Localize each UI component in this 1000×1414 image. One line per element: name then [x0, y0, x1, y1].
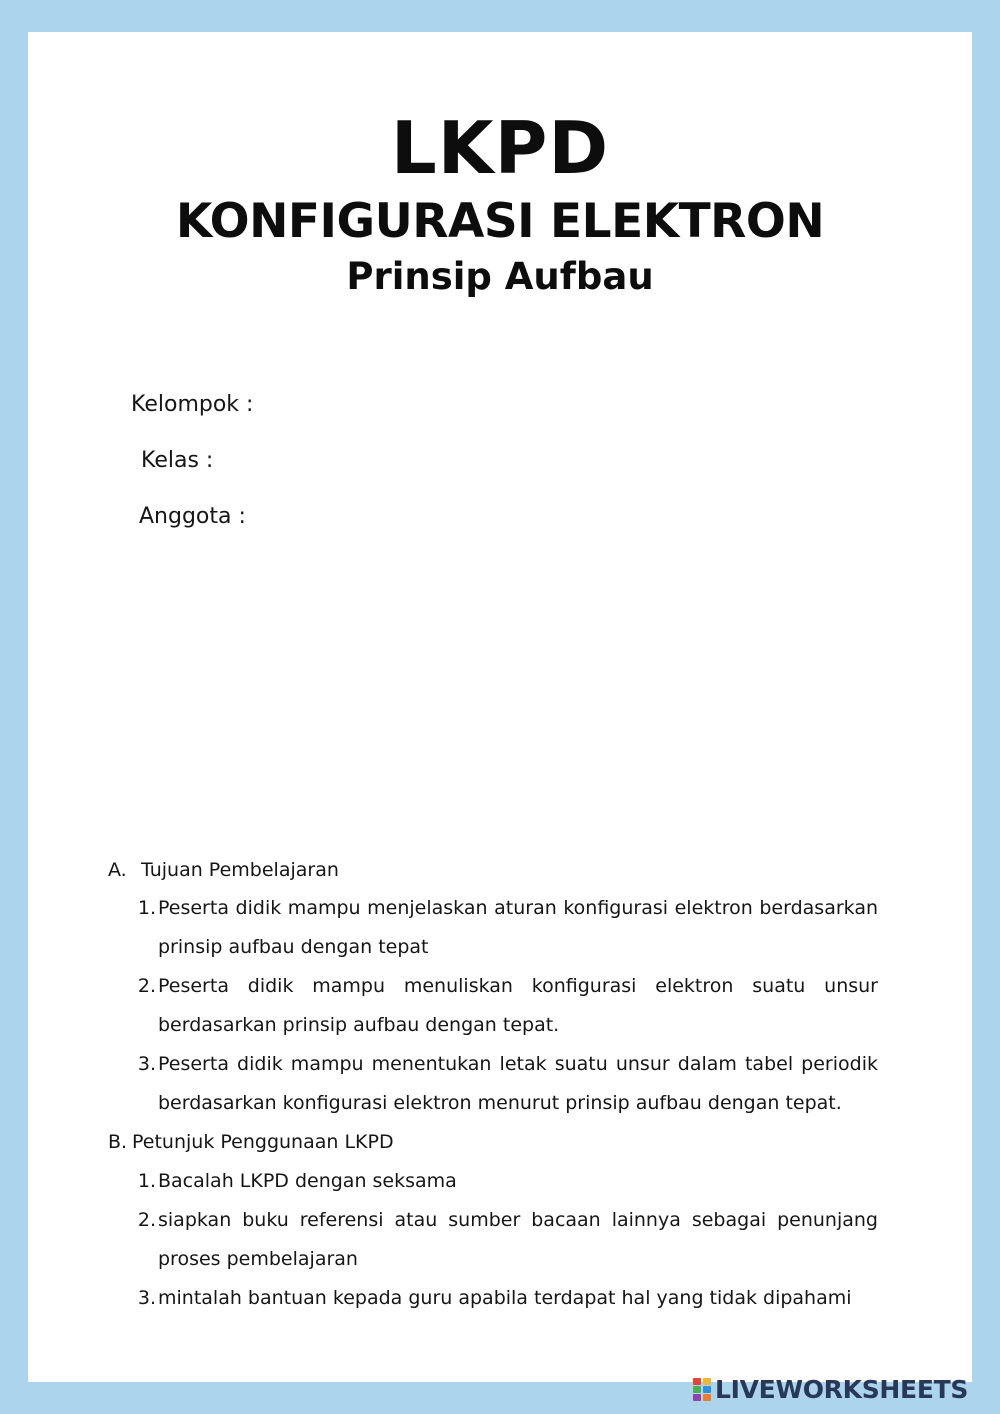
worksheet-topic: Prinsip Aufbau [346, 255, 654, 298]
list-item-number: 3. [137, 1053, 156, 1075]
section-b-title: Petunjuk Penggunaan LKPD [132, 1131, 394, 1153]
section-a-heading [108, 857, 339, 883]
section-b-letter: B. [108, 1131, 128, 1153]
list-item [137, 1162, 878, 1201]
list-item [137, 1279, 878, 1318]
liveworksheets-logo[interactable] [693, 1376, 968, 1404]
list-item-text: Bacalah LKPD dengan seksama [158, 1170, 457, 1192]
liveworksheets-logo-icon [693, 1378, 711, 1402]
list-item-number: 2. [137, 975, 156, 997]
section-a-title: Tujuan Pembelajaran [141, 859, 339, 881]
list-item [137, 1045, 878, 1123]
members-field-label: Anggota : [139, 504, 246, 529]
worksheet-title: LKPD [390, 106, 610, 190]
list-item-number: 1. [137, 1170, 156, 1192]
group-field-label: Kelompok : [131, 392, 254, 417]
list-item-text: Peserta didik mampu menuliskan konfigurasi elektron suatu unsur berdasarkan prinsip aufbau dengan tepat. [158, 975, 878, 1036]
list-item-number: 1. [137, 897, 156, 919]
list-item [137, 889, 878, 967]
list-item-number: 2. [137, 1209, 156, 1231]
list-item-text: mintalah bantuan kepada guru apabila terdapat hal yang tidak dipahami [158, 1287, 852, 1309]
section-a-letter: A. [108, 859, 127, 881]
list-item [137, 967, 878, 1045]
list-item [137, 1201, 878, 1279]
list-item-number: 3. [137, 1287, 156, 1309]
liveworksheets-logo-text: LIVEWORKSHEETS [715, 1375, 969, 1404]
list-item-text: Peserta didik mampu menentukan letak suatu unsur dalam tabel periodik berdasarkan konfigurasi elektron menurut prinsip aufbau dengan tepat. [158, 1053, 878, 1114]
class-field-label: Kelas : [141, 448, 214, 473]
list-item-text: Peserta didik mampu menjelaskan aturan konfigurasi elektron berdasarkan prinsip aufbau dengan tepat [158, 897, 878, 958]
list-item-text: siapkan buku referensi atau sumber bacaan lainnya sebagai penunjang proses pembelajaran [158, 1209, 878, 1270]
section-b-heading [108, 1129, 394, 1155]
worksheet-subtitle: KONFIGURASI ELEKTRON [175, 194, 825, 249]
